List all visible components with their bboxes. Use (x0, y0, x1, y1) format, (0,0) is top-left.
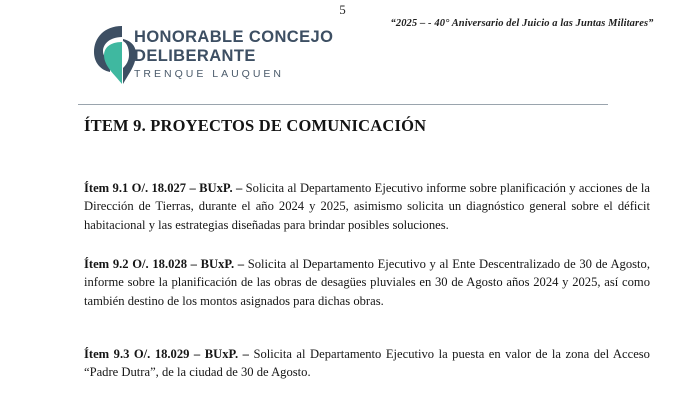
logo-line-3: TRENQUE LAUQUEN (134, 68, 285, 80)
item-body: Solicita al Departamento Ejecutivo informe sobre planificación y acciones de la Dirección de Tierras, durante el año 2024 y 2025, asimismo solicita un diagnóstico general sobre el déficit habitacional y las estrategias diseñadas para brindar posibles soluciones. (84, 180, 650, 232)
page-number: 5 (339, 2, 346, 17)
item-lead: Ítem 9.2 O/. 18.028 – BUxP. – (84, 256, 245, 271)
logo-wordmark (134, 28, 333, 80)
institution-logo (92, 22, 342, 92)
document-item (84, 255, 650, 311)
header-divider (78, 104, 608, 105)
item-body: Solicita al Departamento Ejecutivo la puesta en valor de la zona del Acceso “Padre Dutra”, de la ciudad de 30 de Agosto. (84, 346, 650, 380)
document-item (84, 345, 650, 382)
logo-line-1: HONORABLE CONCEJO (134, 28, 334, 46)
item-lead: Ítem 9.3 O/. 18.029 – BUxP. – (84, 346, 249, 361)
anniversary-header: “2025 – - 40° Aniversario del Juicio a las Juntas Militares” (390, 18, 654, 29)
logo-mark-icon (92, 22, 136, 88)
item-body: Solicita al Departamento Ejecutivo y al Ente Descentralizado de 30 de Agosto, informe sobre la planificación de las obras de desagües pluviales en 30 de Agosto años 2024 y 2025, así como también destino de los montos asignados para dichas obras. (84, 256, 650, 308)
document-item (84, 179, 650, 235)
section-title: ÍTEM 9. PROYECTOS DE COMUNICACIÓN (84, 116, 427, 135)
logo-line-2: DELIBERANTE (134, 47, 256, 65)
item-lead: Ítem 9.1 O/. 18.027 – BUxP. – (84, 180, 243, 195)
